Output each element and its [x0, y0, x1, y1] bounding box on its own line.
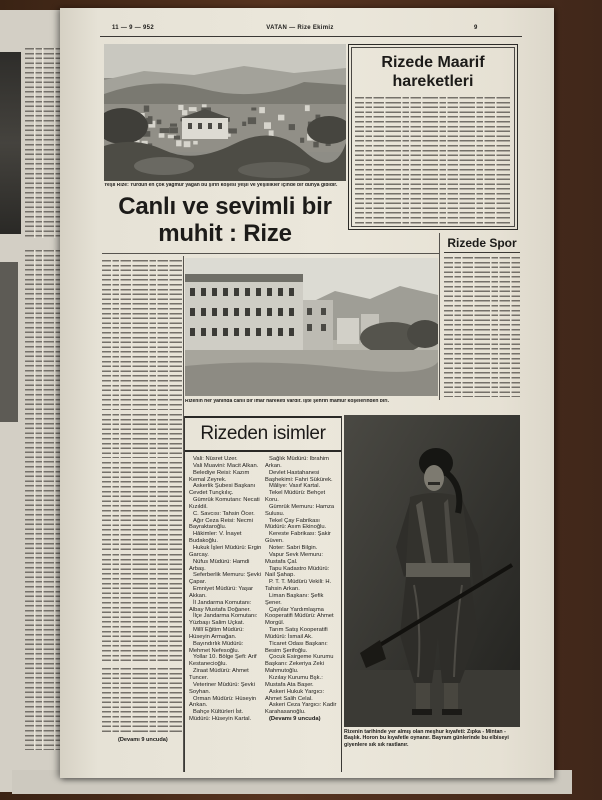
window-shape [223, 288, 228, 296]
name-entry: Nüfus Müdürü: Hamdi Arbaş. [189, 558, 250, 572]
window-shape [245, 288, 250, 296]
name-entry: Ziraat Müdürü: Ahmet Tuncer. [189, 668, 249, 681]
costume-image [344, 415, 520, 727]
maarif-title-line-2: hareketleri [392, 73, 474, 90]
name-entry: Tekel Müdürü: Behçet Koru. [265, 490, 326, 504]
window-shape [289, 328, 294, 336]
name-entry: Sağlık Müdürü: İbrahim Arkan. [265, 456, 329, 469]
name-entry: Gümrük Memuru: Hamza Sulusu. [265, 503, 335, 517]
house-shape [144, 106, 149, 112]
spor-body-text [444, 257, 520, 397]
name-entry: Hukuk İşleri Müdürü: Ergin Garcay. [189, 544, 262, 558]
names-right-column [265, 456, 338, 770]
issue-date: 11 — 9 — 952 [112, 25, 154, 31]
window-shape [190, 288, 195, 296]
names-section [184, 416, 342, 772]
house-shape [189, 107, 197, 111]
name-entry: Askeri Hukuk Yargıcı: Ahmet Salih Celal. [265, 688, 325, 702]
name-entry: C. Savcısı: Tahsin Öcer. [193, 510, 255, 517]
underlying-page-photo [0, 262, 18, 422]
name-entry: Ticaret Odası Başkanı: Besim Şerifoğlu. [265, 640, 328, 654]
panorama-caption: Yeşil Rize: Yurdun en çok yağmur yağan bu şirin köşesi yeşil ve yeşillikler içinde bir dünya gibidir. [104, 183, 338, 188]
window-shape [201, 328, 206, 336]
name-entry: Emniyet Müdürü: Yaşar Akkan. [189, 586, 254, 599]
house-shape [269, 130, 274, 136]
house-shape [174, 136, 180, 140]
window-shape [212, 288, 217, 296]
name-entry: Yollar 10. Bölge Şefi: Arif Kestanecioğlu. [189, 654, 257, 668]
house-shape [169, 127, 178, 133]
name-entry: P. T. T. Müdürü Vekili: H. Tahsin Arkan. [265, 579, 332, 593]
house-shape [193, 141, 198, 145]
buildings-caption: Rizenin her yanında canlı bir imar hareketi vardır. İşte şehrin mamur köşelerinden biri. [185, 399, 389, 404]
name-entry: Millî Eğitim Müdürü: Hüseyin Armağan. [189, 627, 244, 640]
window-shape [256, 328, 261, 336]
window-shape [289, 308, 294, 316]
page-number: 9 [474, 25, 478, 31]
name-entry: Bahçe Kültürleri İst. Müdürü: Hüseyin Kartal. [189, 709, 252, 723]
house-shape [178, 105, 183, 110]
header-rule [100, 36, 522, 37]
article-body-text [102, 414, 182, 458]
name-entry: Çocuk Esirgeme Kurumu Başkanı: Zekeriya Zeki Mahmutoğlu. [265, 654, 334, 675]
name-entry: İl Jandarma Komutanı: Albay Mustafa Doğaner. [189, 599, 252, 613]
maarif-article-box [348, 44, 518, 230]
window-shape [267, 328, 272, 336]
name-entry: Veteriner Müdürü: Şevki Soyhan. [189, 681, 255, 695]
house-shape [182, 110, 187, 115]
house-shape [159, 133, 165, 137]
spor-title: Rizede Spor [444, 236, 520, 253]
house-shape [313, 142, 318, 148]
article-body-text [102, 554, 182, 664]
panorama-image [104, 44, 346, 181]
window-shape [201, 308, 206, 316]
window-shape [223, 308, 228, 316]
house-shape [170, 124, 177, 127]
name-entry: Vali: Nüsret Uzer. [193, 456, 238, 462]
house-shape [242, 122, 246, 126]
name-entry: Seferberlik Memuru: Şevki Çapar. [189, 572, 261, 586]
maarif-title [349, 53, 517, 91]
name-entry: Bayındırlık Müdürü: Mehmet Nefesoğlu. [189, 640, 244, 654]
window-shape [278, 328, 283, 336]
headline-line-1: Canlı ve sevimli bir [118, 193, 332, 220]
underlying-page-photo [0, 52, 21, 234]
name-entry: Tarım Satış Kooperatifi Müdürü: İsmail Ak. [265, 627, 328, 640]
maarif-title-line-1: Rizede Maarif [381, 54, 485, 71]
window-shape [190, 328, 195, 336]
house-shape [289, 124, 295, 130]
underlying-page-text [25, 48, 61, 238]
window-shape [267, 288, 272, 296]
article-continued-note: (Devamı 9 uncuda) [118, 737, 168, 743]
name-entry: Hâkimler: V. İnayet Budakoğlu. [189, 531, 242, 545]
name-entry: Mâliye: Vasıf Kartal. [269, 483, 321, 490]
name-entry: Askeri Ceza Yargıcı: Kadir Karahasanoğlu. [265, 702, 337, 716]
house-shape [300, 138, 304, 143]
house-shape [259, 107, 265, 113]
house-shape [160, 128, 169, 133]
names-title: Rizeden isimler [185, 416, 341, 452]
buildings-image [185, 258, 438, 396]
house-shape [264, 122, 271, 129]
main-headline [104, 193, 346, 249]
names-left-column [189, 456, 262, 770]
name-entry: Vali Muavini: Macit Alkan. [193, 462, 259, 469]
costume-caption: Rizenin tarihinde yer almış olan meşhur kıyafeti: Zıpka - Mintan - Başlık. Horon bu kıyafetle oynanır. Bayram günlerinde bu elbiseyi giyenlere sık sık rastlanır. [344, 729, 509, 748]
article-body-text [102, 462, 182, 550]
spor-article-box [439, 233, 522, 400]
window-shape [278, 308, 283, 316]
window-shape [245, 328, 250, 336]
article-body-text [102, 260, 182, 410]
name-entry: Kızılay Kurumu Bşk.: Mustafa Ata Başer. [265, 675, 323, 688]
name-entry: Çaylılar Yardımlaşma Kooperatifi Müdürü: Ahmet Morgül. [265, 606, 334, 627]
name-entry: Noter: Sabri Bilgin. [269, 544, 318, 551]
window-shape [212, 308, 217, 316]
window-shape [267, 308, 272, 316]
masthead: VATAN — Rize Ekimiz [266, 25, 334, 31]
name-entry: İlçe Jandarma Komutanı: Yüzbaşı Salim Uçkat. [189, 613, 258, 627]
window-shape [234, 308, 239, 316]
window-shape [245, 308, 250, 316]
name-entry: Liman Başkanı: Şefik Şener. [265, 592, 324, 606]
window-shape [190, 308, 195, 316]
name-entry: Tapu Kadastro Müdürü: Nail Şahap. [265, 565, 330, 579]
window-shape [256, 288, 261, 296]
name-entry: Belediye Reisi: Kazım Kemal Zeyrek. [189, 469, 250, 483]
window-shape [223, 328, 228, 336]
rize-panorama-photo [104, 44, 346, 181]
house-shape [184, 141, 191, 147]
underlying-page-text [25, 250, 61, 750]
city-buildings-photo [185, 258, 438, 396]
house-shape [176, 140, 181, 146]
house-shape [251, 108, 256, 111]
house-shape [157, 120, 162, 125]
names-continued-note: (Devamı 9 uncuda) [269, 716, 321, 723]
name-entry: Devlet Hastahanesi Başhekimi: Fahri Sükürek. [265, 469, 333, 483]
article-body-text [102, 668, 182, 734]
name-entry: Tekel Çay Fabrikası Müdürü: Asım Ekinoğlu. [265, 517, 327, 531]
headline-line-2: muhit : Rize [158, 220, 292, 247]
window-shape [234, 328, 239, 336]
window-shape [201, 288, 206, 296]
traditional-costume-photo [344, 415, 520, 727]
window-shape [234, 288, 239, 296]
name-entry: Ağır Ceza Reisi: Necmi Bayraktaroğlu. [189, 517, 253, 531]
name-entry: Kereste Fabrikası: Şakir Güven. [265, 531, 331, 545]
name-entry: Gümrük Komutanı: Necati Kızıldil. [189, 497, 260, 510]
window-shape [289, 288, 294, 296]
window-shape [256, 308, 261, 316]
name-entry: Askerlik Şubesi Başkanı Cevdet Tunçkılıç. [189, 483, 256, 497]
house-shape [305, 105, 310, 111]
house-shape [228, 128, 237, 133]
window-shape [212, 328, 217, 336]
maarif-body-text [355, 97, 510, 225]
section-rule [102, 253, 439, 254]
house-shape [278, 115, 284, 121]
house-shape [248, 117, 256, 124]
name-entry: Orman Müdürü: Hüseyin Arıkan. [189, 695, 257, 709]
name-entry: Vapur Sevk Memuru: Mustafa Çal. [265, 551, 324, 565]
window-shape [278, 288, 283, 296]
